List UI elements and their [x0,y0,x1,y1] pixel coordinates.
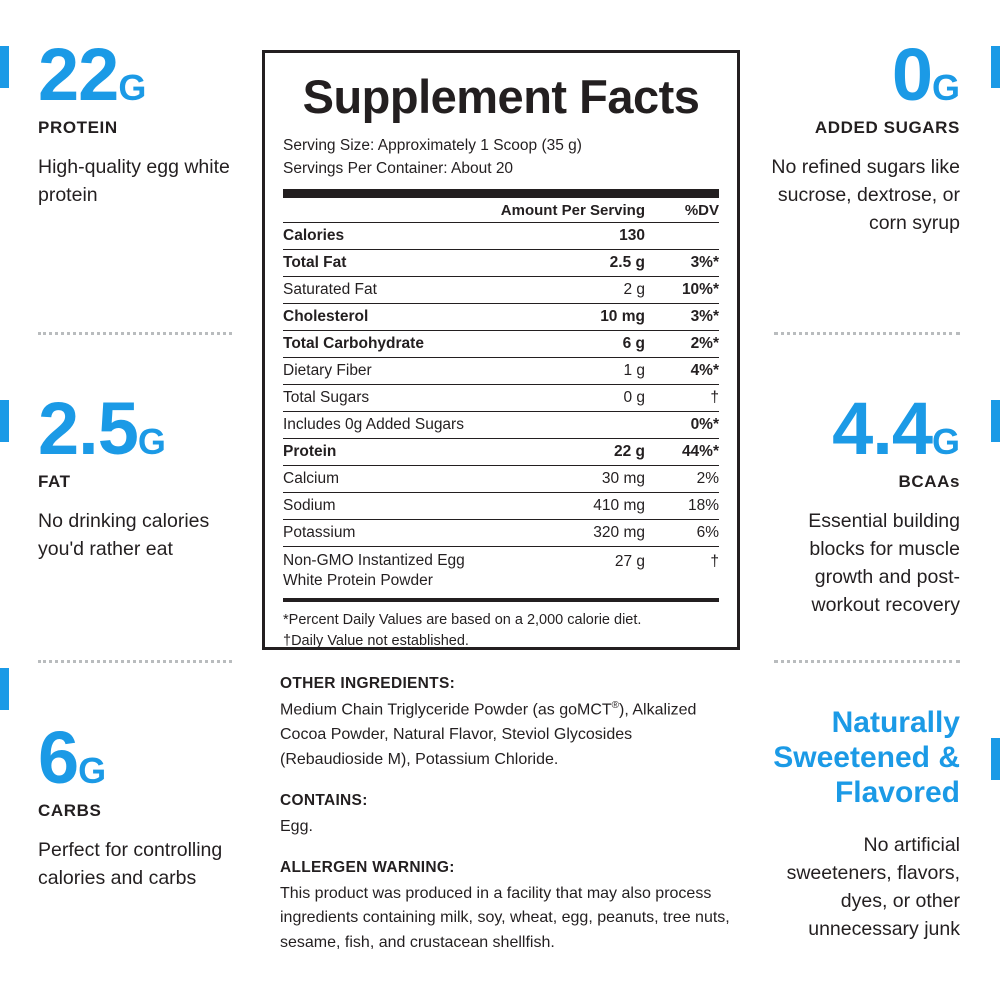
row-total-fat-amount: 2.5 g [501,249,663,276]
other-ingredients-body-b: ), Alkalized Cocoa Powder, Natural Flavor, Steviol Glycosides (Rebaudioside M), Potassium Chloride. [280,701,697,768]
row-egg-white-protein-dv: † [663,546,719,596]
table-row [283,492,719,519]
supplement-facts-panel [262,50,740,650]
row-total-carbohydrate-dv: 2%* [663,330,719,357]
stat-fat-unit: G [137,421,166,462]
row-total-fat-name: Total Fat [283,249,501,276]
stat-added-sugars-value [760,33,960,116]
stat-added-sugars [740,33,1000,238]
other-ingredients-body-a: Medium Chain Triglyceride Powder (as goMCT [280,701,612,719]
right-stats-column [740,0,1000,1000]
row-potassium-dv: 6% [663,519,719,546]
stat-naturally-sweetened-desc: No artificial sweeteners, flavors, dyes, or other unnecessary junk [786,834,960,940]
accent-tick-left-3 [0,668,9,710]
table-row [283,222,719,249]
stat-added-sugars-unit: G [931,67,960,108]
divider-left-2 [38,660,232,663]
row-protein-name: Protein [283,438,501,465]
stat-carbs-unit: G [78,750,107,791]
row-added-sugars-name: Includes 0g Added Sugars [283,411,501,438]
table-row [283,357,719,384]
stat-bcaas-value [760,387,960,470]
stat-carbs-value [38,716,242,799]
stat-protein-number: 22 [38,33,119,116]
stat-naturally-sweetened-headline: Naturally Sweetened & Flavored [773,706,960,810]
divider-right-1 [774,332,960,335]
table-row [283,411,719,438]
stat-carbs-label: CARBS [38,801,102,821]
row-total-sugars-name: Total Sugars [283,384,501,411]
stat-fat-label: FAT [38,472,71,492]
row-calories-dv [663,222,719,249]
left-stats-column [0,0,262,1000]
row-saturated-fat-dv: 10%* [663,276,719,303]
row-total-carbohydrate-amount: 6 g [501,330,663,357]
stat-fat-desc: No drinking calories you'd rather eat [38,510,210,561]
row-potassium-amount: 320 mg [501,519,663,546]
table-row [283,276,719,303]
row-potassium-name: Potassium [283,519,501,546]
stat-bcaas [740,387,1000,620]
servings-per-container: Servings Per Container: About 20 [283,160,514,178]
stat-bcaas-label: BCAAs [898,472,960,492]
row-calcium-dv: 2% [663,465,719,492]
row-cholesterol-amount: 10 mg [501,303,663,330]
stat-protein-value [38,33,242,116]
stat-bcaas-desc: Essential building blocks for muscle growth and post-workout recovery [808,510,960,616]
stat-carbs-number: 6 [38,716,79,799]
row-egg-white-protein-name: Non-GMO Instantized Egg White Protein Powder [283,546,501,596]
table-header-row [283,198,719,223]
supplement-facts-title: Supplement Facts [302,70,700,123]
stat-carbs-desc: Perfect for controlling calories and carbs [38,839,223,890]
other-ingredients-body [280,698,732,773]
stat-carbs [0,716,262,893]
table-row [283,303,719,330]
row-calcium-amount: 30 mg [501,465,663,492]
stat-fat-number: 2.5 [38,387,138,470]
table-row [283,519,719,546]
stat-bcaas-unit: G [931,421,960,462]
row-cholesterol-name: Cholesterol [283,303,501,330]
row-dietary-fiber-amount: 1 g [501,357,663,384]
stat-protein-desc: High-quality egg white protein [38,156,230,207]
row-sodium-amount: 410 mg [501,492,663,519]
stat-added-sugars-label: ADDED SUGARS [814,118,960,138]
supplement-facts-column [262,0,740,1000]
allergen-warning-heading: ALLERGEN WARNING: [280,858,455,876]
row-dietary-fiber-dv: 4%* [663,357,719,384]
stat-naturally-sweetened [740,705,1000,944]
stat-protein [0,33,262,210]
contains-body: Egg. [280,817,313,835]
other-ingredients-heading: OTHER INGREDIENTS: [280,675,456,692]
row-cholesterol-dv: 3%* [663,303,719,330]
stat-fat-value [38,387,242,470]
row-saturated-fat-amount: 2 g [501,276,663,303]
row-total-fat-dv: 3%* [663,249,719,276]
stat-protein-label: PROTEIN [38,118,118,138]
stat-bcaas-number: 4.4 [832,387,932,470]
table-row [283,546,719,596]
row-calories-name: Calories [283,222,501,249]
serving-size: Serving Size: Approximately 1 Scoop (35 g) [283,137,582,154]
row-sodium-name: Sodium [283,492,501,519]
row-total-sugars-dv: † [663,384,719,411]
table-row [283,384,719,411]
row-saturated-fat-name: Saturated Fat [283,276,501,303]
stat-fat [0,387,262,564]
supplement-facts-table [283,198,719,597]
footnote-dv-not-established: †Daily Value not established. [283,633,469,650]
stat-protein-unit: G [118,67,147,108]
divider-left-1 [38,332,232,335]
rule-thick-top [283,189,719,198]
ingredients-block [280,672,732,956]
header-percent-dv: %DV [684,201,719,219]
row-dietary-fiber-name: Dietary Fiber [283,357,501,384]
footnote-daily-values: *Percent Daily Values are based on a 2,000 calorie diet. [283,612,642,629]
divider-right-2 [774,660,960,663]
table-row [283,249,719,276]
row-calcium-name: Calcium [283,465,501,492]
row-sodium-dv: 18% [663,492,719,519]
row-added-sugars-dv: 0%* [663,411,719,438]
registered-trademark-icon: ® [611,700,620,712]
header-blank [283,198,501,223]
contains-heading: CONTAINS: [280,791,368,809]
table-row [283,465,719,492]
row-protein-dv: 44%* [663,438,719,465]
row-protein-amount: 22 g [501,438,663,465]
row-calories-amount: 130 [501,222,663,249]
row-egg-white-protein-amount: 27 g [501,546,663,596]
table-row [283,330,719,357]
stat-added-sugars-number: 0 [891,33,932,116]
row-added-sugars-amount [501,411,663,438]
stat-added-sugars-desc: No refined sugars like sucrose, dextrose, or corn syrup [771,156,960,234]
allergen-warning-body: This product was produced in a facility that may also process ingredients containing milk, soy, wheat, egg, peanuts, tree nuts, sesame, fish, and crustacean shellfish. [280,884,730,952]
table-row [283,438,719,465]
row-total-sugars-amount: 0 g [501,384,663,411]
header-amount-per-serving: Amount Per Serving [500,201,645,219]
row-total-carbohydrate-name: Total Carbohydrate [283,330,501,357]
